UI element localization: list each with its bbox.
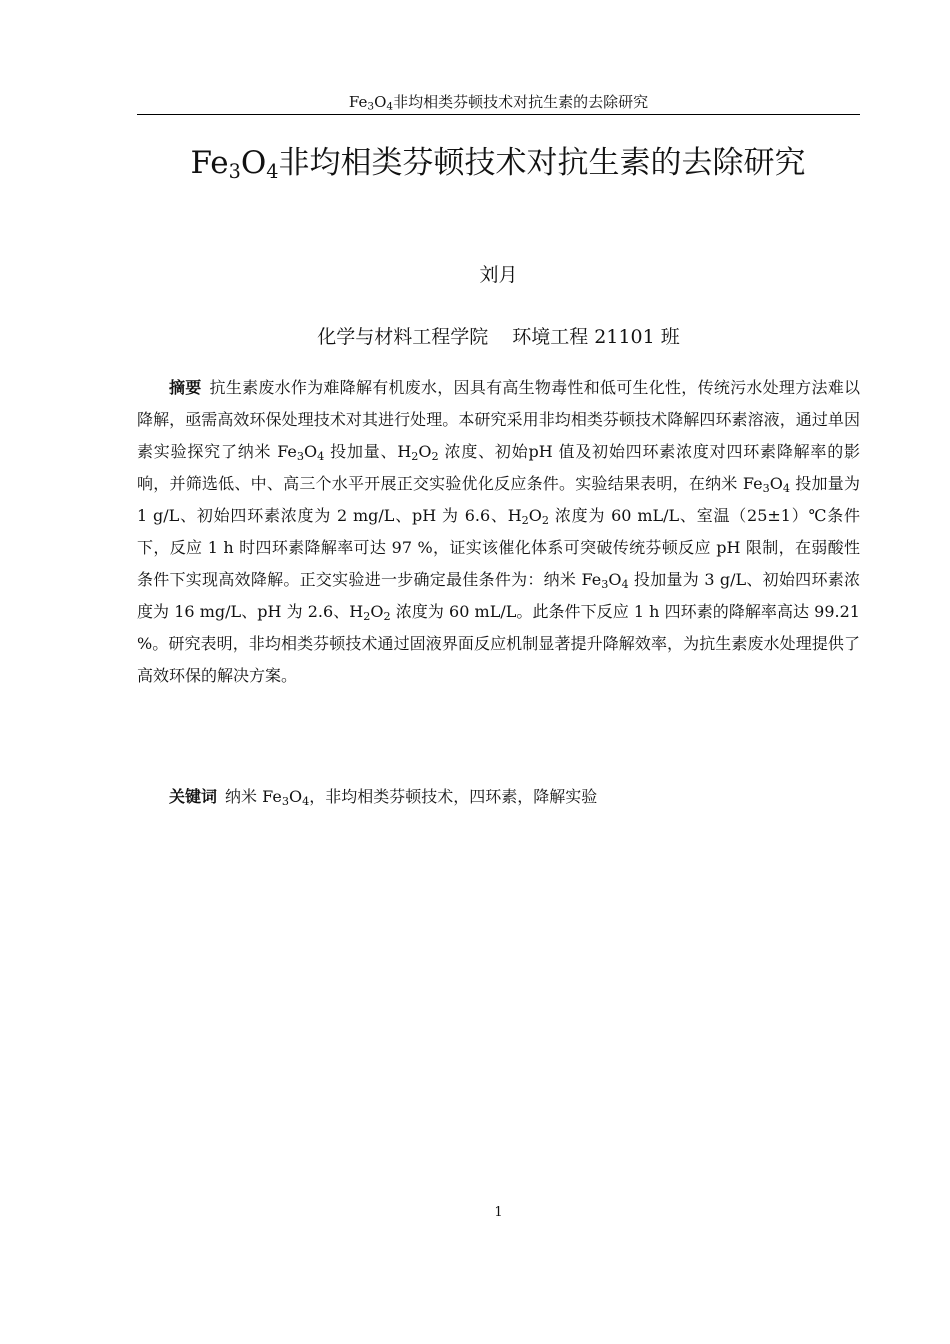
running-header: [137, 92, 860, 112]
affiliation-college: 化学与材料工程学院: [317, 326, 489, 348]
abstract-label: 摘要: [169, 378, 202, 397]
keywords-section: [137, 782, 860, 812]
paper-title: [100, 142, 896, 184]
abstract-text-o: O: [370, 602, 384, 621]
abstract-text-1: 抗生素废水作为难降解有机废水，因具有高生物毒性和低可生化性，传统污水处理方法难以降解，亟需高效环保处理技术对其进行处理。本研究采用非均相类芬顿技术降解四环素溶液，通过单因素实验探究了纳米 Fe: [137, 378, 860, 461]
title-sub-3: 3: [228, 159, 241, 183]
header-divider: [137, 114, 860, 115]
abstract-section: [137, 372, 860, 692]
abstract-text-o: O: [769, 474, 783, 493]
title-rest: 非均相类芬顿技术对抗生素的去除研究: [278, 145, 806, 181]
abstract-text-7: 浓度为 60 mL/L。此条件下反应 1 h 四环素的降解率高达 99.21 %。研究表明，非均相类芬顿技术通过固液界面反应机制显著提升降解效率，为抗生素废水处理提供了高效环保的解决方案。: [137, 602, 860, 685]
keywords-sub-3: 3: [281, 794, 289, 808]
abstract-sub: 2: [383, 609, 391, 623]
abstract-sub: 4: [782, 481, 790, 495]
running-header-sub-4: 4: [386, 100, 394, 113]
abstract-sub: 2: [521, 513, 529, 527]
abstract-sub: 3: [601, 577, 609, 591]
keywords-sub-4: 4: [302, 794, 310, 808]
keywords-label: 关键词: [169, 787, 218, 806]
title-sub-4: 4: [266, 159, 279, 183]
running-header-o: O: [374, 93, 387, 111]
abstract-text-o: O: [304, 442, 318, 461]
keywords-text-pre: 纳米 Fe: [225, 787, 282, 806]
abstract-sub: 3: [296, 449, 305, 463]
running-header-fe: Fe: [348, 93, 368, 111]
title-o: O: [240, 145, 267, 181]
author-name: 刘月: [479, 264, 518, 286]
page-number: 1: [494, 1205, 503, 1220]
abstract-text-5: 浓度为 60 mL/L、室温（25±1）℃条件下，反应 1 h 时四环素降解率可达 97 %，证实该催化体系可突破传统芬顿反应 pH 限制，在弱酸性条件下实现高效降解。正交实验进一步确定最佳条件为：纳米 Fe: [137, 506, 860, 589]
keywords-text-rest: ，非均相类芬顿技术，四环素，降解实验: [309, 787, 598, 806]
abstract-text-4: 投加量为 1 g/L、初始四环素浓度为 2 mg/L、pH 为 6.6、H: [137, 474, 860, 525]
abstract-sub: 4: [317, 449, 325, 463]
affiliation: [137, 324, 860, 350]
abstract-sub: 3: [762, 481, 770, 495]
abstract-sub: 2: [431, 449, 439, 463]
running-header-sub-3: 3: [367, 100, 375, 113]
abstract-sub: 2: [411, 449, 419, 463]
affiliation-class: 环境工程 21101 班: [512, 326, 680, 348]
abstract-paragraph: [137, 372, 860, 692]
abstract-text-6: 投加量为 3 g/L、初始四环素浓度为 16 mg/L、pH 为 2.6、H: [137, 570, 860, 621]
abstract-sub: 2: [541, 513, 550, 527]
abstract-text-o: O: [418, 442, 432, 461]
title-fe: Fe: [190, 145, 229, 181]
abstract-sub: 2: [363, 609, 371, 623]
abstract-text-2: 投加量、H: [324, 442, 412, 461]
abstract-text-o: O: [528, 506, 542, 525]
keywords-text-o: O: [288, 787, 303, 806]
abstract-text-3: 浓度、初始pH 值及初始四环素浓度对四环素降解率的影响，并筛选低、中、高三个水平开展正交实验优化反应条件。实验结果表明，在纳米 Fe: [137, 442, 860, 493]
running-header-text: 非均相类芬顿技术对抗生素的去除研究: [393, 93, 649, 111]
abstract-text-o: O: [608, 570, 622, 589]
abstract-sub: 4: [621, 577, 629, 591]
